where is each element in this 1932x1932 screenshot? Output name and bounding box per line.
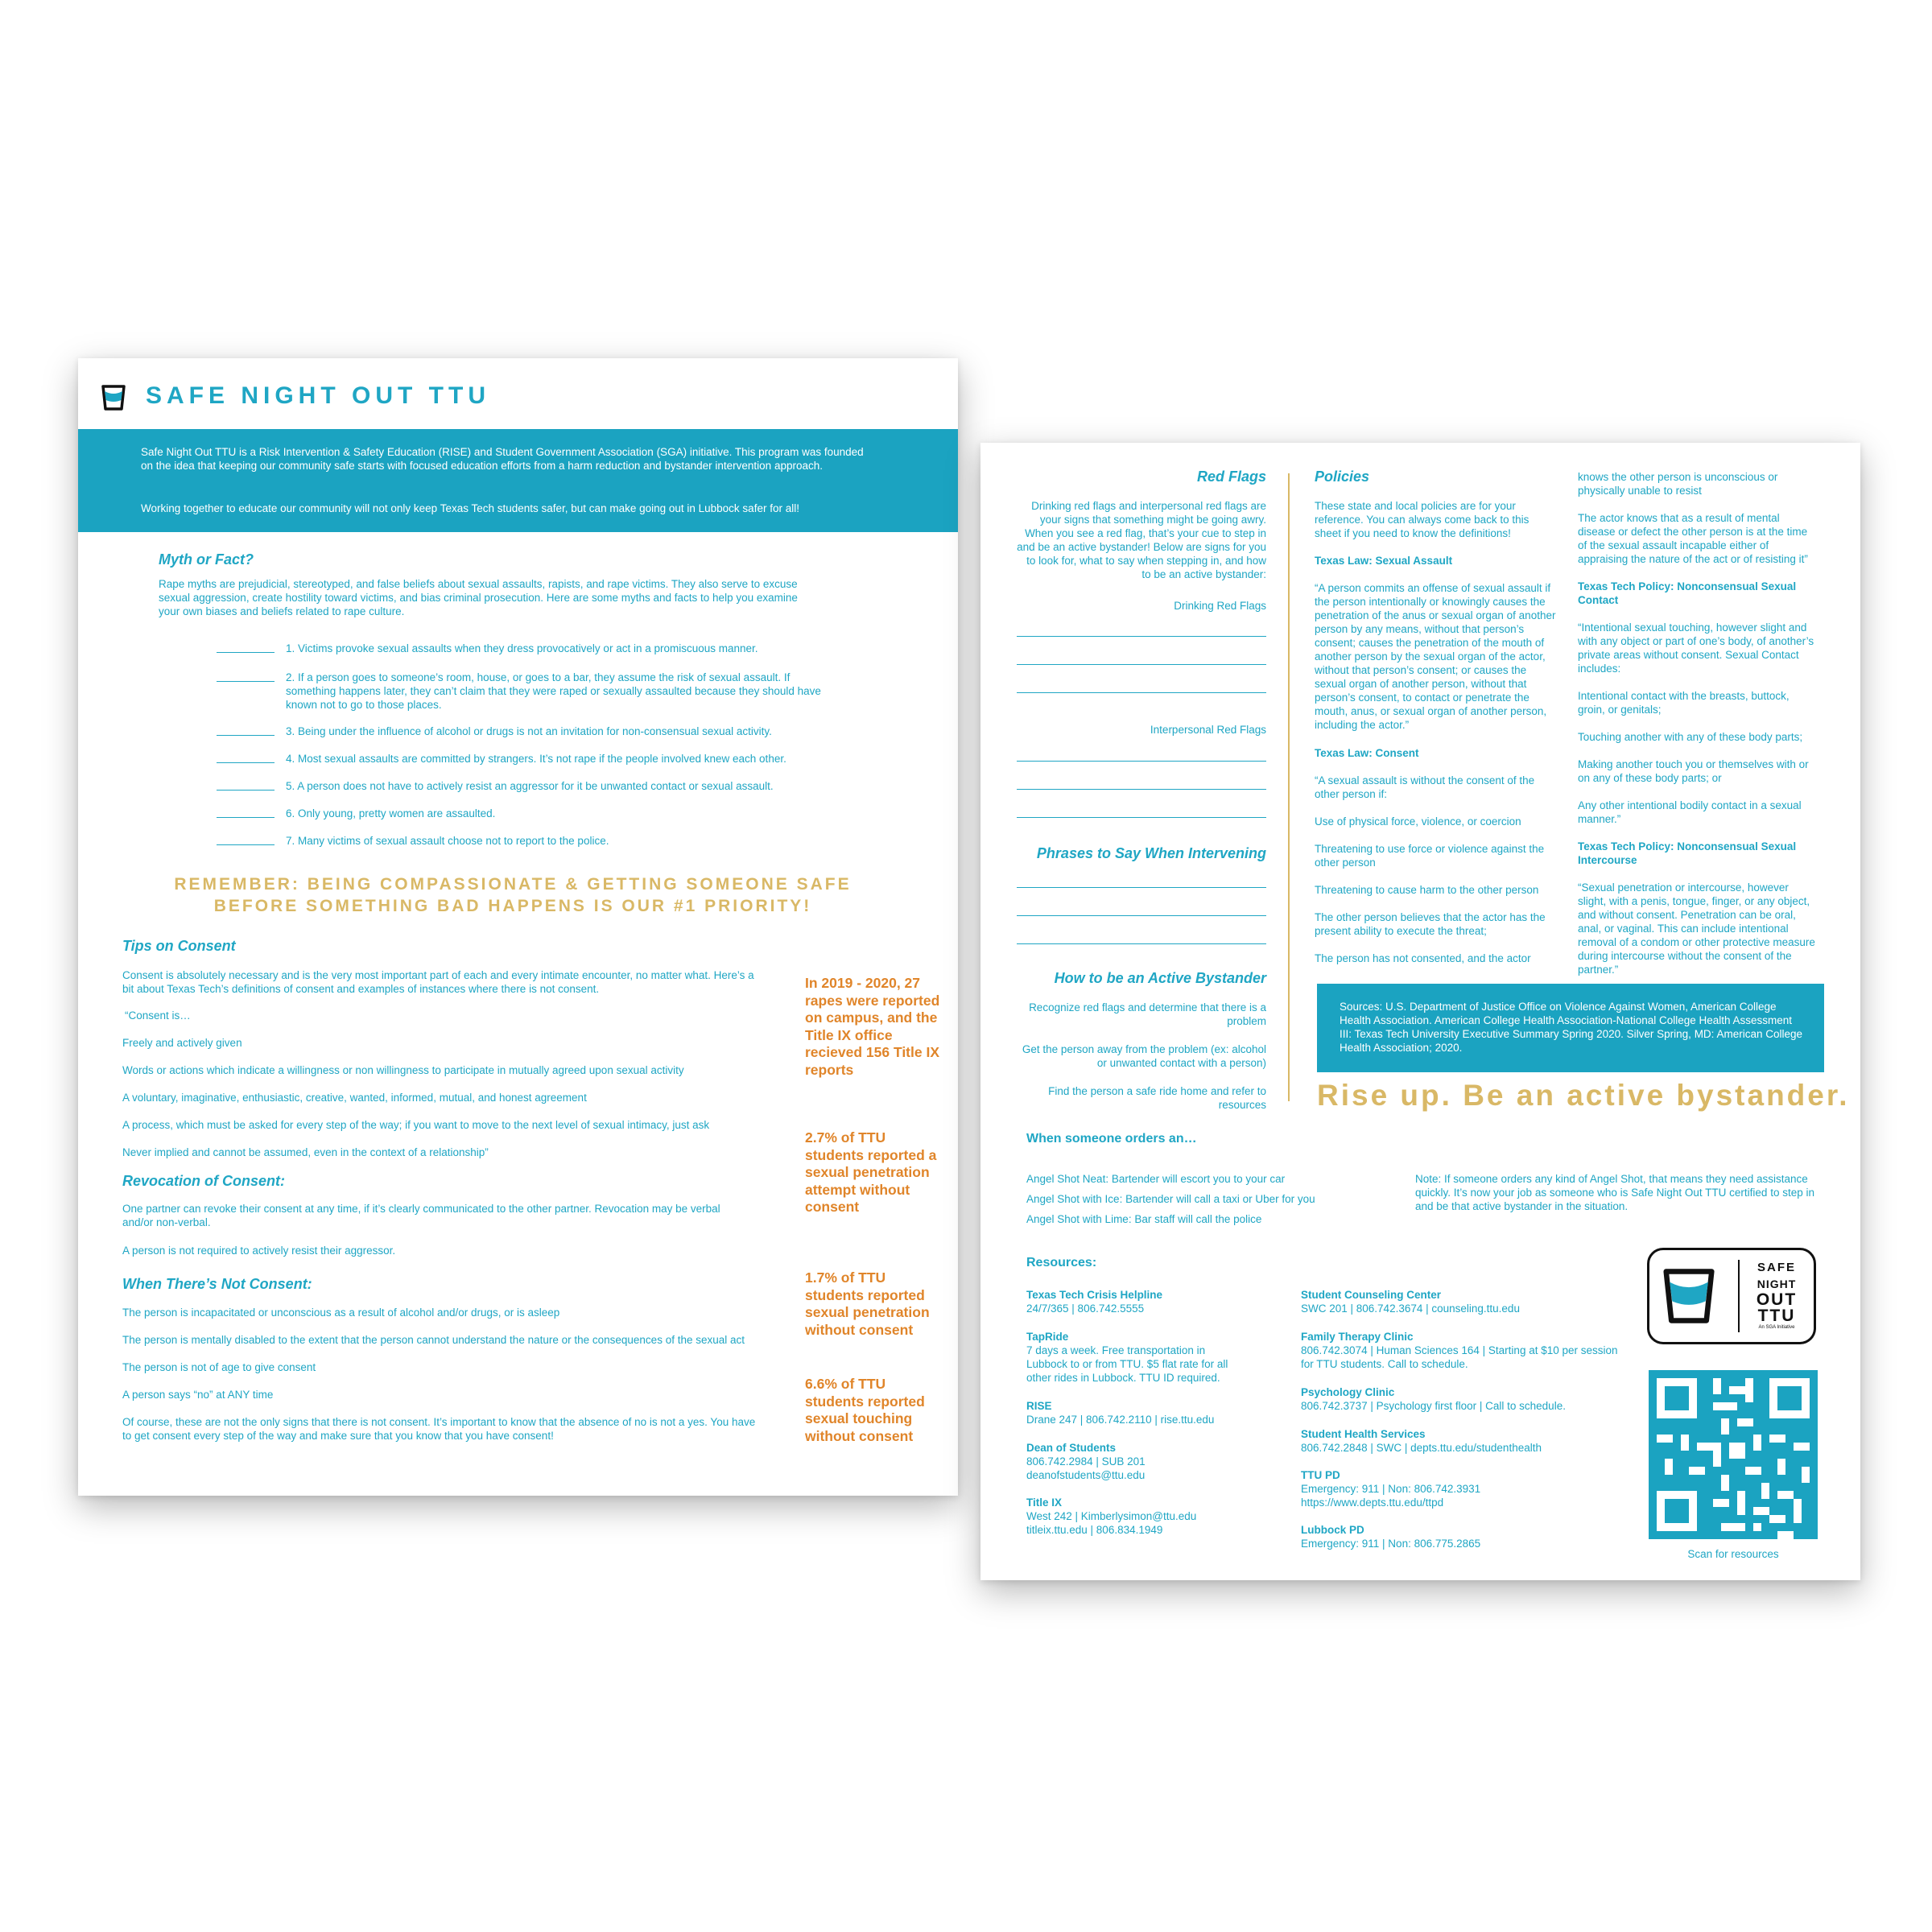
resource-detail: SWC 201 | 806.742.3674 | counseling.ttu.edu <box>1301 1302 1520 1315</box>
revocation-item: One partner can revoke their consent at any time, if it’s clearly communicated to the other partner. Revocation may be verbal and/or non-verbal. <box>122 1203 720 1228</box>
consent-item: A voluntary, imaginative, enthusiastic, creative, wanted, informed, mutual, and honest agreement <box>122 1092 587 1104</box>
resource-detail: 806.742.2984 | SUB 201 deanofstudents@ttu.edu <box>1026 1455 1146 1481</box>
resource-name: TTU PD <box>1301 1469 1340 1481</box>
stat-callout: 1.7% of TTU students reported sexual penetration without consent <box>805 1269 930 1338</box>
resource-detail: 806.742.3074 | Human Sciences 164 | Starting at $10 per session for TTU students. Call to schedule. <box>1301 1344 1618 1370</box>
consent-heading: Tips on Consent <box>122 938 236 954</box>
not-consent-item: The person is incapacitated or unconscious as a result of alcohol and/or drugs, or is asleep <box>122 1307 560 1319</box>
resource-name: Psychology Clinic <box>1301 1386 1395 1398</box>
resource-entry <box>1301 1427 1623 1455</box>
resource-detail: 24/7/365 | 806.742.5555 <box>1026 1302 1145 1315</box>
answer-blank[interactable] <box>217 762 275 763</box>
write-in-line[interactable] <box>1017 664 1266 665</box>
resource-entry <box>1026 1399 1240 1426</box>
policy-title: Texas Law: Consent <box>1315 747 1419 759</box>
orders-heading: When someone orders an… <box>1026 1132 1197 1146</box>
resource-entry <box>1301 1330 1623 1371</box>
resource-detail: 806.742.3737 | Psychology first floor | Call to schedule. <box>1301 1400 1566 1412</box>
intro-banner <box>78 429 958 532</box>
policy-text: Making another touch you or themselves with or on any of these body parts; or <box>1578 758 1809 784</box>
resource-detail: Drane 247 | 806.742.2110 | rise.ttu.edu <box>1026 1414 1215 1426</box>
sources-banner <box>1317 984 1824 1072</box>
policy-text: The actor knows that as a result of mental disease or defect the other person is at the time of the sexual assault incapable either of appraising the nature of the act or of resisting it” <box>1578 512 1808 565</box>
policy-text: “Sexual penetration or intercourse, however slight, with a penis, tongue, finger, or any object, and without consent. Penetration can be oral, anal, or vaginal. This can include intentional removal of a condom or other protective measure during intercourse without the consent of the partner.” <box>1578 881 1815 976</box>
stat-callout: 2.7% of TTU students reported a sexual penetration attempt without consent <box>805 1129 937 1215</box>
revocation-item: A person is not required to actively resist their aggressor. <box>122 1245 396 1257</box>
resource-name: TapRide <box>1026 1331 1069 1343</box>
policy-text: “A sexual assault is without the consent of the other person if: <box>1315 774 1535 800</box>
drinking-red-flags-label: Drinking Red Flags <box>1174 600 1266 612</box>
answer-blank[interactable] <box>217 844 275 845</box>
angel-shot-note: Note: If someone orders any kind of Angel Shot, that means they need assistance quickly. It’s now your job as someone who is Safe Night Out TTU certified to step in and be that active bystander in the situation. <box>1415 1173 1814 1212</box>
resource-name: Title IX <box>1026 1496 1063 1509</box>
rise-up-slogan: Rise up. Be an active bystander. <box>1317 1079 1850 1112</box>
write-in-line[interactable] <box>1017 817 1266 818</box>
resource-name: Student Counseling Center <box>1301 1289 1442 1301</box>
resource-entry <box>1301 1288 1623 1315</box>
policy-text: “Intentional sexual touching, however slight and with any object or part of one’s body, of another’s private areas without consent. Sexual Contact includes: <box>1578 621 1814 675</box>
angel-shot-item: Angel Shot with Lime: Bar staff will call the police <box>1026 1213 1262 1225</box>
phrases-heading: Phrases to Say When Intervening <box>1036 845 1266 861</box>
resource-detail: 806.742.2848 | SWC | depts.ttu.edu/studenthealth <box>1301 1442 1542 1454</box>
policy-text: Touching another with any of these body parts; <box>1578 731 1803 743</box>
answer-blank[interactable] <box>217 817 275 818</box>
resource-detail: Emergency: 911 | Non: 806.742.3931 https://www.depts.ttu.edu/ttpd <box>1301 1483 1481 1509</box>
resource-entry <box>1026 1441 1187 1482</box>
policies-heading: Policies <box>1315 469 1370 485</box>
consent-item: Freely and actively given <box>122 1037 242 1049</box>
consent-item: Never implied and cannot be assumed, even in the context of a relationship” <box>122 1146 489 1158</box>
angel-shot-item: Angel Shot with Ice: Bartender will call a taxi or Uber for you <box>1026 1193 1315 1205</box>
flyer-page-front: SAFE NIGHT OUT TTU Safe Night Out TTU is a Risk Intervention & Safety Education (RISE) and Student Government Association (SGA) initiative. This program was founded on the idea that keeping our community safe starts with focused education efforts from a harm reduction and bystander intervention approach. Working together to educate our community will not only keep Texas Tech students safer, but can make going out in Lubbock safer for all! Myth or Fact? Rape myths are prejudicial, stereotyped, and false beliefs about sexual assaults, rapists, and rape victims. They also serve to excuse sexual aggression, create hostility toward victims, and bias criminal prosecution. Here are some myths and facts to help you examine your own biases and beliefs related to rape culture. 1. Victims provoke sexual assaults when they dress provocatively or act in a promiscuous manner. 2. If a person goes to someone’s room, house, or goes to a bar, they assume the risk of sexual assault. If something happens later, they can’t claim that they were raped or sexually assaulted because they should have known not to go to those places. 3. Being under the influence of alcohol or drugs is not an invitation for non-consensual sexual activity. 4. Most sexual assaults are committed by strangers. It’s not rape if the people involved knew each other. 5. A person does not have to actively resist an aggressor for it be unwanted contact or sexual assault. 6. Only young, pretty women are assaulted. 7. Many victims of sexual assault choose not to report to the police. REMEMBER: BEING COMPASSIONATE & GETTING SOMEONE SAFE BEFORE SOMETHING BAD HAPPENS IS OUR #1 PRIORITY! Tips on Consent Consent is absolutely necessary and is the very most important part of each and every intimate encounter, no matter what. Here’s a bit about Texas Tech’s definitions of consent and examples of instances where there is not consent. “Consent is… Freely and actively given Words or actions which indicate a willingness or non willingness to participate in mutually agreed upon sexual activity A voluntary, imaginative, enthusiastic, creative, wanted, informed, mutual, and honest agreement A process, which must be asked for every step of the way; if you want to move to the next level of sexual intimacy, just ask Never implied and cannot be assumed, even in the context of a relationship” Revocation of Consent: One partner can revoke their consent at any time, if it’s clearly communicated to the other partner. Revocation may be verbal and/or non-verbal. A person is not required to actively resist their aggressor. When There’s Not Consent: The person is incapacitated or unconscious as a result of alcohol and/or drugs, or is asleep The person is mentally disabled to the extent that the person cannot understand the nature or the consequences of the sexual act The person is not of age to give consent A person says “no” at ANY time Of course, these are not the only signs that there is not consent. It’s important to know that the absence of no is not a yes. You have to get consent every step of the way and make sure that you know that you have consent! In 2019 - 2020, 27 rapes were reported on campus, and the Title IX office recieved 156 Title IX reports 2.7% of TTU students reported a sexual penetration attempt without consent 1.7% of TTU students reported sexual penetration without consent 6.6% of TTU students reported sexual touching without consent <box>78 358 958 1496</box>
cup-logo-icon <box>101 384 126 411</box>
answer-blank[interactable] <box>217 790 275 791</box>
consent-item: A process, which must be asked for every step of the way; if you want to move to the next level of sexual intimacy, just ask <box>122 1119 710 1131</box>
write-in-line[interactable] <box>1017 789 1266 790</box>
column-divider <box>1288 473 1290 1101</box>
qr-caption: Scan for resources <box>1687 1548 1779 1560</box>
write-in-line[interactable] <box>1017 915 1266 916</box>
resource-name: Lubbock PD <box>1301 1524 1364 1536</box>
resource-name: Student Health Services <box>1301 1428 1426 1440</box>
stat-callout: In 2019 - 2020, 27 rapes were reported on campus, and the Title IX office recieved 156 Title IX reports <box>805 975 940 1078</box>
myth-heading: Myth or Fact? <box>159 551 254 568</box>
angel-shot-item: Angel Shot Neat: Bartender will escort you to your car <box>1026 1173 1286 1185</box>
intro-paragraph: Safe Night Out TTU is a Risk Intervention & Safety Education (RISE) and Student Government Association (SGA) initiative. This program was founded on the idea that keeping our community safe starts with focused education efforts from a harm reduction and bystander intervention approach. <box>141 446 864 472</box>
answer-blank[interactable] <box>217 681 275 682</box>
sources-text: Sources: U.S. Department of Justice Office on Violence Against Women, American College Health Association. American College Health Association-National College Health Assessment III: Texas Tech University Executive Summary Spring 2020. Silver Spring, MD: American College Health Association; 2020. <box>1340 1001 1802 1054</box>
interpersonal-red-flags-label: Interpersonal Red Flags <box>1150 724 1266 736</box>
resource-entry <box>1301 1523 1623 1550</box>
not-consent-item: Of course, these are not the only signs that there is not consent. It’s important to know that the absence of no is not a yes. You have to get consent every step of the way and make sure that you know that you have consent! <box>122 1416 756 1442</box>
resource-detail: Emergency: 911 | Non: 806.775.2865 <box>1301 1538 1481 1550</box>
not-consent-item: A person says “no” at ANY time <box>122 1389 274 1401</box>
policy-text: knows the other person is unconscious or physically unable to resist <box>1578 471 1778 497</box>
consent-item: “Consent is… <box>125 1009 191 1022</box>
resource-detail: West 242 | Kimberlysimon@ttu.edu titleix.ttu.edu | 806.834.1949 <box>1026 1510 1197 1536</box>
qr-code-pattern <box>1649 1370 1818 1539</box>
policy-text: “A person commits an offense of sexual assault if the person intentionally or knowingly causes the penetration of the anus or sexual organ of another person by any means, without that person’s consent; causes the penetration of the mouth of another person by the sexual organ of the actor, without that person’s consent; or causes the sexual organ of another person, without that person’s consent, to contact or penetrate the mouth, anus, or sexual organ of another person, including the actor.” <box>1315 582 1556 731</box>
remember-callout: REMEMBER: BEING COMPASSIONATE & GETTING SOMEONE SAFE BEFORE SOMETHING BAD HAPPENS IS OUR #1 PRIORITY! <box>174 875 852 915</box>
write-in-line[interactable] <box>1017 692 1266 693</box>
policy-text: Intentional contact with the breasts, buttock, groin, or genitals; <box>1578 690 1790 716</box>
bystander-heading: How to be an Active Bystander <box>1054 970 1266 986</box>
policy-text: The person has not consented, and the actor <box>1315 952 1531 964</box>
resource-entry <box>1026 1330 1240 1385</box>
resource-entry <box>1026 1496 1228 1537</box>
resource-name: Texas Tech Crisis Helpline <box>1026 1289 1163 1301</box>
bystander-item: Recognize red flags and determine that there is a problem <box>1029 1001 1266 1027</box>
policy-text: Threatening to cause harm to the other person <box>1315 884 1539 896</box>
myth-intro: Rape myths are prejudicial, stereotyped, and false beliefs about sexual assaults, rapists, and rape victims. They also serve to excuse sexual aggression, create hostility toward victims, and bias criminal prosecution. Here are some myths and facts to help you examine your own biases and beliefs related to rape culture. <box>159 578 798 617</box>
not-consent-heading: When There’s Not Consent: <box>122 1276 312 1292</box>
flyer-page-back <box>980 443 1860 1580</box>
policy-text: Any other intentional bodily contact in a sexual manner.” <box>1578 799 1802 825</box>
resource-name: RISE <box>1026 1400 1052 1412</box>
not-consent-item: The person is mentally disabled to the extent that the person cannot understand the nature or the consequences of the sexual act <box>122 1334 745 1346</box>
policy-title: Texas Tech Policy: Nonconsensual Sexual Contact <box>1578 580 1797 606</box>
write-in-line[interactable] <box>1017 636 1266 637</box>
write-in-line[interactable] <box>1017 761 1266 762</box>
red-flags-intro: Drinking red flags and interpersonal red flags are your signs that something might be going awry. When you see a red flag, that’s your cue to step in and be an active bystander! Below are signs for you to look for, what to say when stepping in, and how to be an active bystander: <box>1017 500 1266 580</box>
policy-text: Threatening to use force or violence against the other person <box>1315 843 1545 869</box>
intro-paragraph: Working together to educate our community will not only keep Texas Tech students safer, but can make going out in Lubbock safer for all! <box>141 502 799 514</box>
consent-item: Words or actions which indicate a willingness or non willingness to participate in mutually agreed upon sexual activity <box>122 1064 684 1076</box>
resource-entry <box>1301 1468 1502 1509</box>
not-consent-item: The person is not of age to give consent <box>122 1361 316 1373</box>
stat-callout: 6.6% of TTU students reported sexual touching without consent <box>805 1376 925 1444</box>
cup-logo-icon <box>1661 1266 1717 1326</box>
resource-entry <box>1026 1288 1240 1315</box>
red-flags-heading: Red Flags <box>1196 469 1266 485</box>
page-title: SAFE NIGHT OUT TTU <box>146 382 490 409</box>
answer-blank[interactable] <box>217 735 275 736</box>
consent-intro: Consent is absolutely necessary and is the very most important part of each and every intimate encounter, no matter what. Here’s a bit about Texas Tech’s definitions of consent and examples of instances where there is not consent. <box>122 969 754 995</box>
resource-detail: 7 days a week. Free transportation in Lubbock to or from TTU. $5 flat rate for all other rides in Lubbock. TTU ID required. <box>1026 1344 1228 1384</box>
bystander-item: Find the person a safe ride home and refer to resources <box>1048 1085 1266 1111</box>
bystander-item: Get the person away from the problem (ex: alcohol or unwanted contact with a person) <box>1022 1043 1266 1069</box>
answer-blank[interactable] <box>217 652 275 653</box>
resource-name: Family Therapy Clinic <box>1301 1331 1414 1343</box>
write-in-line[interactable] <box>1017 943 1266 944</box>
resources-heading: Resources: <box>1026 1256 1097 1269</box>
logo-divider <box>1738 1260 1740 1332</box>
resource-entry <box>1301 1385 1623 1413</box>
policy-title: Texas Tech Policy: Nonconsensual Sexual Intercourse <box>1578 840 1797 866</box>
policy-text: These state and local policies are for your reference. You can always come back to this sheet if you need to know the definitions! <box>1315 500 1530 539</box>
resource-name: Dean of Students <box>1026 1442 1117 1454</box>
logo-wordmark: SAFE NIGHT OUT TTU An SGA Initiative <box>1756 1261 1798 1330</box>
policy-title: Texas Law: Sexual Assault <box>1315 555 1453 567</box>
policy-text: Use of physical force, violence, or coercion <box>1315 815 1521 828</box>
safe-night-out-logo <box>1647 1248 1816 1344</box>
qr-code[interactable] <box>1649 1370 1818 1539</box>
write-in-line[interactable] <box>1017 887 1266 888</box>
revocation-heading: Revocation of Consent: <box>122 1173 286 1189</box>
policy-text: The other person believes that the actor has the present ability to execute the threat; <box>1315 911 1546 937</box>
